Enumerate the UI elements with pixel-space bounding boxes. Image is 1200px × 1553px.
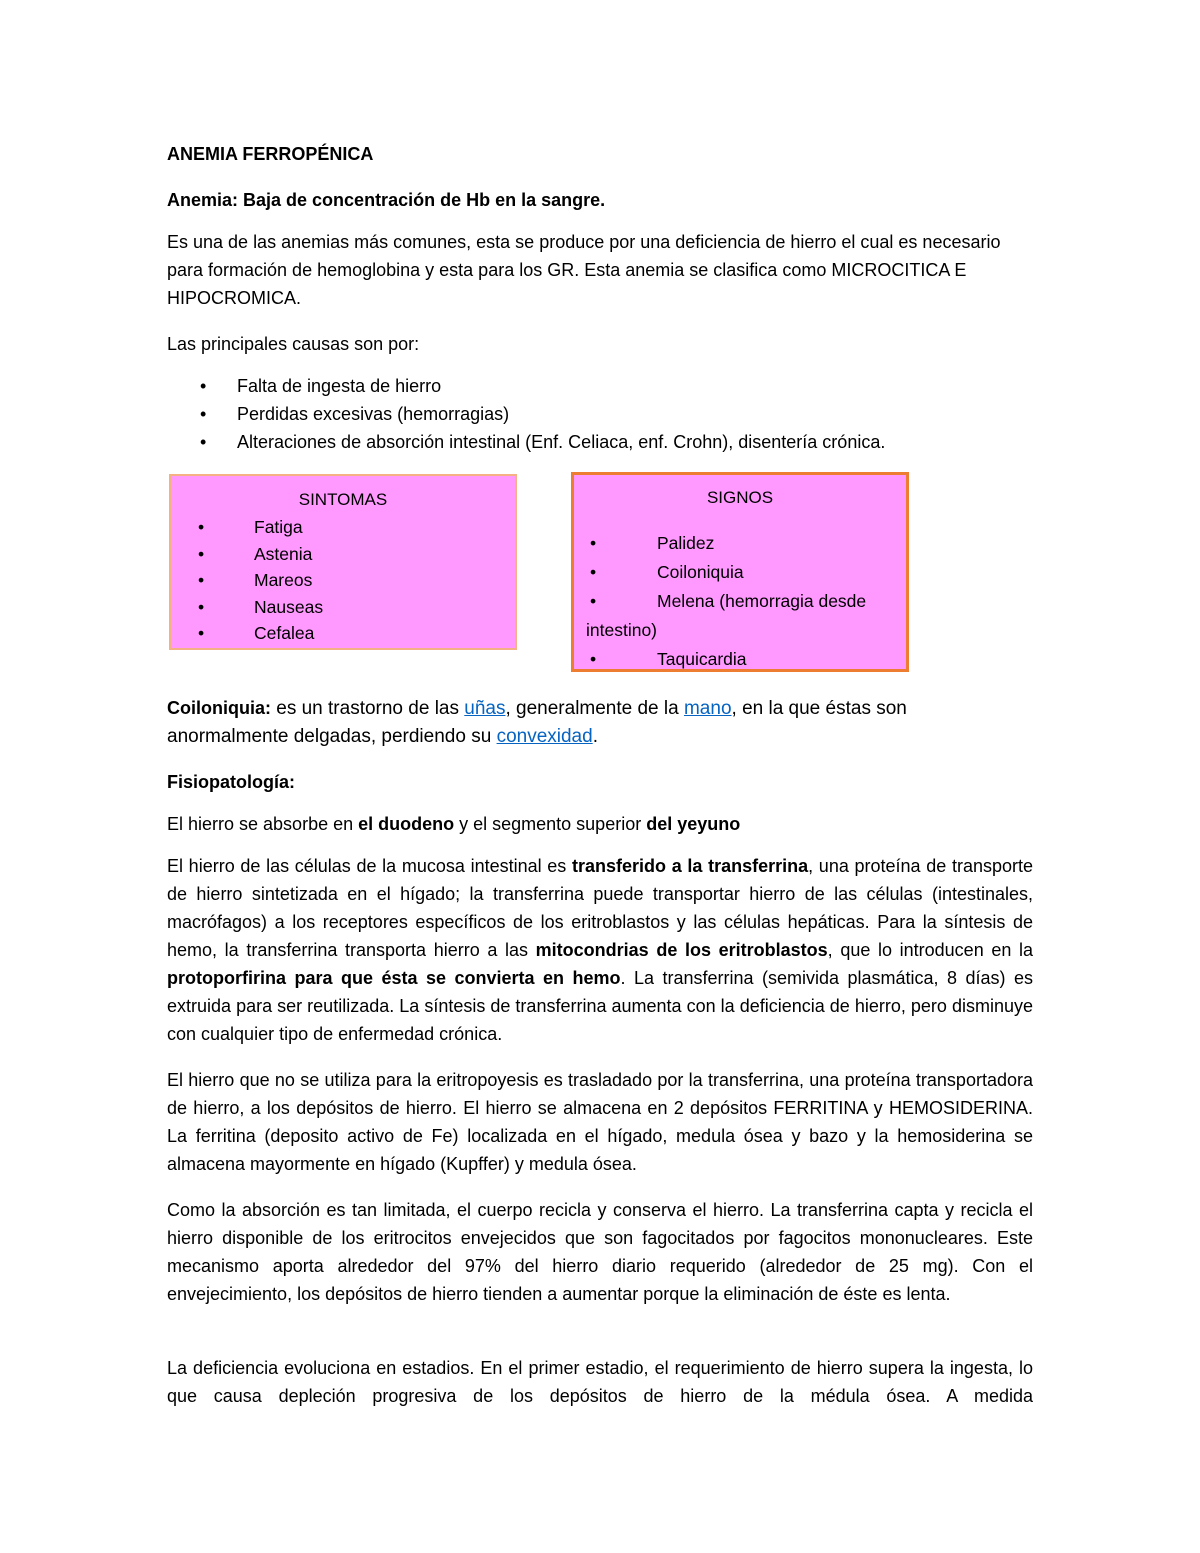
transferrin-paragraph: [167, 852, 1033, 1048]
text-run: El hierro se absorbe en: [167, 814, 359, 834]
signo-item: • Palidez: [574, 529, 906, 558]
sintomas-title: SINTOMAS: [298, 490, 388, 509]
signo-item: • Melena (hemorragia desde intestino): [574, 587, 906, 645]
cause-item: • Falta de ingesta de hierro: [167, 372, 1033, 400]
bold-run: protoporfirina para que ésta se convierta en hemo: [167, 968, 621, 988]
stages-paragraph: La deficiencia evoluciona en estadios. En el primer estadio, el requerimiento de hierro supera la ingesta, lo que causa depleción progresiva de los depósitos de hierro de la médula ósea. A medida: [167, 1358, 1033, 1406]
text-run: , en la que éstas son anormalmente delgadas, perdiendo su: [167, 698, 907, 747]
coiloniquia-definition: [167, 694, 987, 751]
text-run: , que lo introducen en la: [827, 940, 1034, 960]
link-convexidad[interactable]: convexidad: [496, 726, 593, 747]
link-unas[interactable]: uñas: [464, 698, 506, 719]
text-run: . La transferrina (semivida plasmática, 8 días) es extruida para ser reutilizada. La síntesis de transferrina aumenta con la deficiencia de hierro, pero disminuye con cualquier tipo de enfermedad crónica.: [167, 968, 1033, 1044]
causes-list: [167, 372, 1033, 456]
text-run: , una proteína de transporte de hierro sintetizada en el hígado; la transferrina puede transportar hierro de las células (intestinales, macrófagos) a los receptores específicos de los eritroblastos y las células hepáticas. Para la síntesis de hemo, la transferrina transporta hierro a las: [167, 856, 1033, 960]
sintoma-item: • Cefalea: [171, 620, 515, 647]
bold-run: del yeyuno: [646, 814, 741, 834]
anemia-definition: Anemia: Baja de concentración de Hb en la sangre.: [167, 190, 606, 210]
coiloniquia-term: Coiloniquia:: [167, 698, 271, 718]
signo-item: • Taquicardia: [574, 645, 906, 674]
storage-paragraph: El hierro que no se utiliza para la eritropoyesis es trasladado por la transferrina, una proteína transportadora de hierro, a los depósitos de hierro. El hierro se almacena en 2 depósitos FERRITINA y HEMOSIDERINA. La ferritina (deposito activo de Fe) localizada en el hígado, medula ósea y bazo y la hemosiderina se almacena mayormente en hígado (Kupffer) y medula ósea.: [167, 1070, 1033, 1174]
recycling-paragraph: Como la absorción es tan limitada, el cuerpo recicla y conserva el hierro. La transferrina capta y recicla el hierro disponible de los eritrocitos envejecidos que son fagocitados por fagocitos mononucleares. Este mecanismo aporta alrededor del 97% del hierro diario requerido (alrededor de 25 mg). Con el envejecimiento, los depósitos de hierro tienden a aumentar porque la eliminación de éste es lenta.: [167, 1200, 1033, 1304]
sintoma-item: • Fatiga: [171, 514, 515, 541]
signos-box: [571, 472, 909, 672]
absorption-paragraph: [167, 810, 1033, 838]
sintomas-box: [169, 474, 517, 650]
sintoma-item: • Astenia: [171, 541, 515, 568]
fisiopatologia-heading: Fisiopatología:: [167, 772, 295, 792]
causes-heading: Las principales causas son por:: [167, 334, 420, 354]
intro-paragraph: Es una de las anemias más comunes, esta se produce por una deficiencia de hierro el cual es necesario para formación de hemoglobina y esta para los GR. Esta anemia se clasifica como MICROCITICA E HIPOCROMICA.: [167, 232, 1001, 308]
sintomas-list: [171, 514, 515, 647]
text-run: , generalmente de la: [505, 698, 684, 719]
sintoma-item: • Nauseas: [171, 594, 515, 621]
signos-list: [574, 529, 906, 674]
link-mano[interactable]: mano: [683, 698, 732, 719]
cause-item: • Alteraciones de absorción intestinal (Enf. Celiaca, enf. Crohn), disentería crónica.: [167, 428, 1033, 456]
text-run: .: [592, 726, 598, 747]
document-title: ANEMIA FERROPÉNICA: [167, 144, 374, 164]
signos-title: SIGNOS: [706, 488, 774, 507]
sintoma-item: • Mareos: [171, 567, 515, 594]
text-run: El hierro de las células de la mucosa intestinal es: [167, 856, 572, 876]
cause-item: • Perdidas excesivas (hemorragias): [167, 400, 1033, 428]
text-run: y el segmento superior: [454, 814, 647, 834]
bold-run: mitocondrias de los eritroblastos: [535, 940, 828, 960]
bold-run: transferido a la transferrina: [572, 856, 809, 876]
bold-run: el duodeno: [358, 814, 455, 834]
signo-item: • Coiloniquia: [574, 558, 906, 587]
text-run: es un trastorno de las: [270, 698, 465, 719]
